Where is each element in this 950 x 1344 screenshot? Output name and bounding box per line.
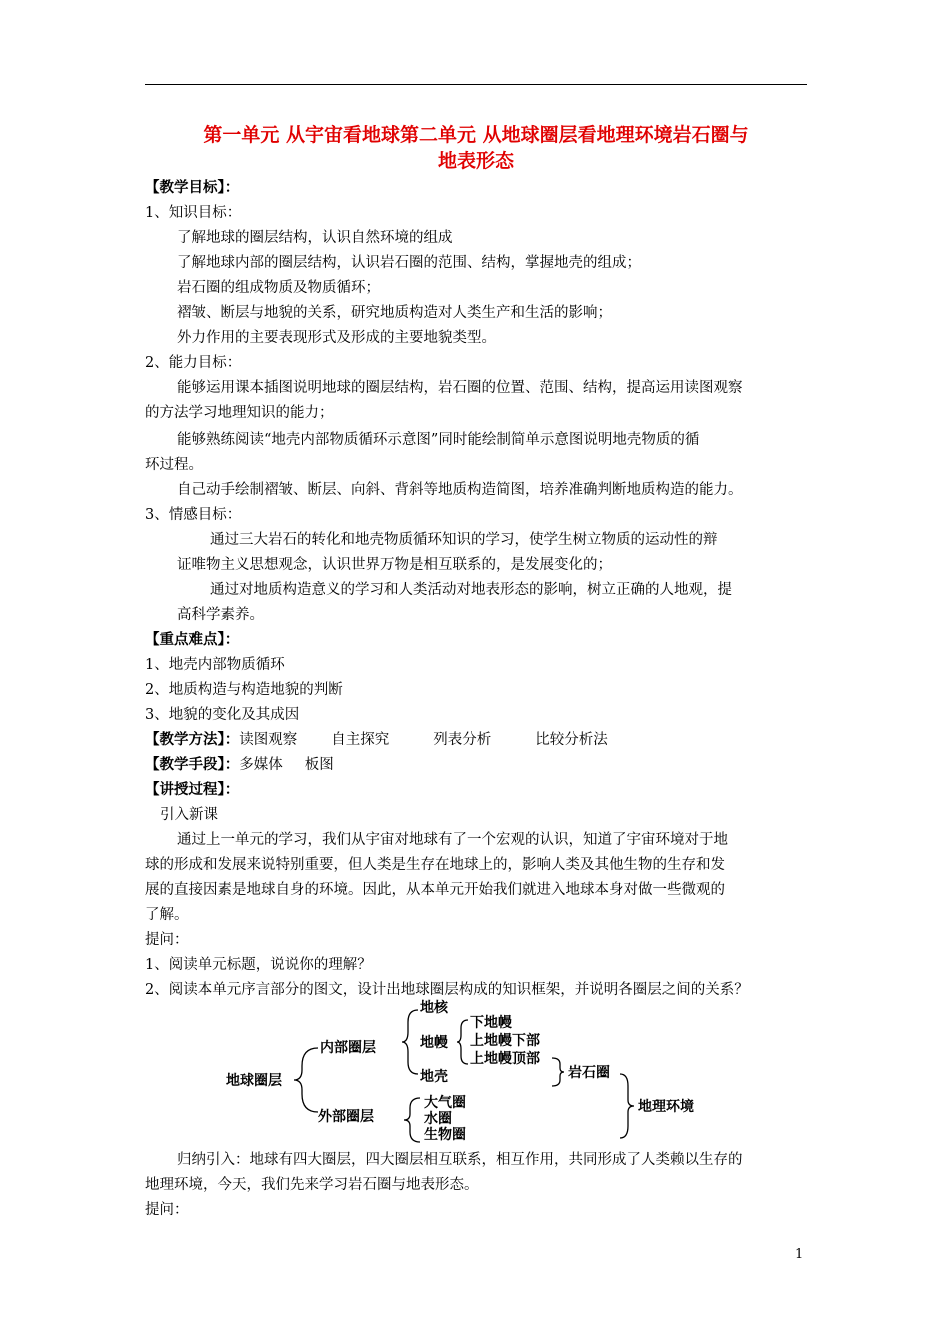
environment-label: 地理环境	[638, 1099, 694, 1115]
intro-line: 通过上一单元的学习，我们从宇宙对地球有了一个宏观的认识，知道了宇宙环境对于地	[177, 832, 728, 848]
key-heading: 【重点难点】：	[145, 631, 240, 648]
process-heading: 【讲授过程】：	[145, 781, 240, 798]
lithosphere-brace	[552, 1058, 564, 1086]
outer-label: 外部圈层	[318, 1109, 374, 1125]
ability-heading: 2、能力目标：	[145, 355, 242, 371]
ability-line: 能够运用课本插图说明地球的圈层结构，岩石圈的位置、范围、结构，提高运用读图观察	[177, 380, 743, 396]
page-number: 1	[795, 1247, 804, 1262]
outer-brace	[404, 1098, 420, 1142]
knowledge-item: 岩石圈的组成物质及物质循环；	[177, 280, 380, 296]
atmosphere-label: 大气圈	[424, 1095, 466, 1111]
lower-mantle-label: 下地幔	[470, 1015, 512, 1031]
key-item: 1、地壳内部物质循环	[145, 657, 285, 673]
root-brace	[294, 1048, 318, 1112]
method-item: 自主探究	[331, 732, 390, 748]
lithosphere-label: 岩石圈	[568, 1065, 610, 1081]
method-row	[145, 730, 608, 750]
intro-line: 了解。	[145, 907, 189, 923]
means-item: 多媒体	[239, 757, 283, 773]
question-item: 1、阅读单元标题，说说你的理解？	[145, 957, 372, 973]
means-row	[145, 755, 334, 775]
intro-line: 球的形成和发展来说特别重要，但人类是生存在地球上的，影响人类及其他生物的生存和发	[145, 857, 725, 873]
ability-line: 能够熟练阅读“地壳内部物质循环示意图”同时能绘制简单示意图说明地壳物质的循	[177, 432, 700, 448]
header-rule	[145, 84, 807, 85]
knowledge-item: 褶皱、断层与地貌的关系，研究地质构造对人类生产和生活的影响；	[177, 305, 612, 321]
ability-line: 环过程。	[145, 457, 203, 473]
knowledge-item: 了解地球内部的圈层结构，认识岩石圈的范围、结构，掌握地壳的组成；	[177, 255, 641, 271]
emotion-heading: 3、情感目标：	[145, 507, 242, 523]
knowledge-heading: 1、知识目标：	[145, 205, 242, 221]
question-label: 提问：	[145, 932, 189, 948]
means-item: 板图	[304, 757, 334, 773]
emotion-line: 通过三大岩石的转化和地壳物质循环知识的学习，使学生树立物质的运动性的辩	[210, 532, 718, 548]
ability-line: 自己动手绘制褶皱、断层、向斜、背斜等地质构造简图，培养准确判断地质构造的能力。	[177, 482, 743, 498]
upper-mantle-top-label: 上地幔顶部	[470, 1051, 540, 1067]
question-item: 2、阅读本单元序言部分的图文，设计出地球圈层构成的知识框架，并说明各圈层之间的关系？	[145, 982, 749, 998]
method-item: 读图观察	[239, 732, 298, 748]
intro-label: 引入新课	[160, 807, 218, 823]
question-label-2: 提问：	[145, 1202, 189, 1218]
knowledge-item: 了解地球的圈层结构，认识自然环境的组成	[177, 230, 453, 246]
emotion-line: 高科学素养。	[177, 607, 264, 623]
biosphere-label: 生物圈	[424, 1127, 466, 1143]
inner-label: 内部圈层	[320, 1040, 376, 1056]
summary-line: 地理环境，今天，我们先来学习岩石圈与地表形态。	[145, 1177, 479, 1193]
inner-brace	[402, 1010, 418, 1074]
intro-line: 展的直接因素是地球自身的环境。因此，从本单元开始我们就进入地球本身对做一些微观的	[145, 882, 725, 898]
emotion-line: 通过对地质构造意义的学习和人类活动对地表形态的影响，树立正确的人地观，提	[210, 582, 732, 598]
summary-line: 归纳引入：地球有四大圈层，四大圈层相互联系，相互作用，共同形成了人类赖以生存的	[177, 1152, 743, 1168]
method-heading: 【教学方法】：	[145, 731, 240, 748]
upper-mantle-lower-label: 上地幔下部	[470, 1033, 540, 1049]
crust-label: 地壳	[420, 1069, 448, 1085]
environment-brace	[620, 1074, 634, 1138]
mantle-brace	[457, 1020, 468, 1064]
page-title-line1: 第一单元 从宇宙看地球第二单元 从地球圈层看地理环境岩石圈与	[203, 124, 749, 146]
core-label: 地核	[420, 1000, 448, 1016]
mantle-label: 地幔	[420, 1035, 448, 1051]
page-title-line2: 地表形态	[437, 150, 514, 172]
emotion-line: 证唯物主义思想观念，认识世界万物是相互联系的，是发展变化的；	[177, 557, 612, 573]
method-item: 列表分析	[433, 732, 492, 748]
hydrosphere-label: 水圈	[424, 1111, 452, 1127]
ability-line: 的方法学习地理知识的能力；	[145, 405, 334, 421]
method-item: 比较分析法	[535, 732, 608, 748]
key-item: 2、地质构造与构造地貌的判断	[145, 682, 343, 698]
knowledge-item: 外力作用的主要表现形式及形成的主要地貌类型。	[177, 330, 496, 346]
means-heading: 【教学手段】：	[145, 756, 240, 773]
objectives-heading: 【教学目标】：	[145, 179, 240, 196]
key-item: 3、地貌的变化及其成因	[145, 707, 300, 723]
root-label: 地球圈层	[226, 1073, 282, 1089]
